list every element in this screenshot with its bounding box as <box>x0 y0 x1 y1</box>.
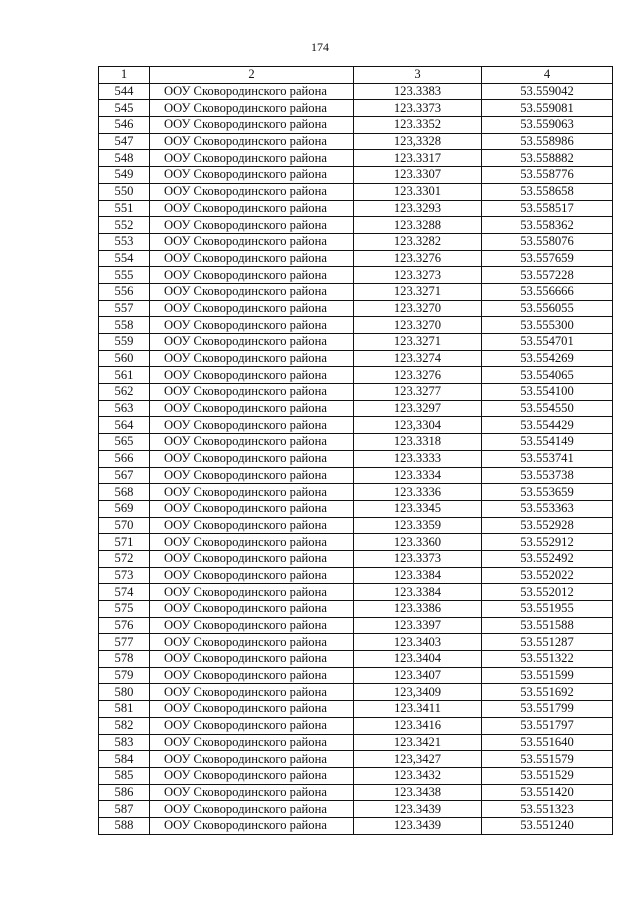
row-number-cell: 548 <box>99 150 150 167</box>
organization-cell: ООУ Сковородинского района <box>150 133 354 150</box>
latitude-cell: 53.559063 <box>482 117 613 134</box>
table-row <box>99 667 613 684</box>
organization-cell: ООУ Сковородинского района <box>150 200 354 217</box>
latitude-cell: 53.551797 <box>482 717 613 734</box>
organization-cell: ООУ Сковородинского района <box>150 467 354 484</box>
organization-cell: ООУ Сковородинского района <box>150 317 354 334</box>
longitude-cell: 123.3276 <box>354 250 482 267</box>
table-row <box>99 167 613 184</box>
longitude-cell: 123,3427 <box>354 751 482 768</box>
organization-cell: ООУ Сковородинского района <box>150 500 354 517</box>
latitude-cell: 53.554065 <box>482 367 613 384</box>
longitude-cell: 123.3345 <box>354 500 482 517</box>
row-number-cell: 565 <box>99 434 150 451</box>
row-number-cell: 574 <box>99 584 150 601</box>
row-number-cell: 582 <box>99 717 150 734</box>
latitude-cell: 53.554429 <box>482 417 613 434</box>
row-number-cell: 546 <box>99 117 150 134</box>
latitude-cell: 53.557228 <box>482 267 613 284</box>
row-number-cell: 549 <box>99 167 150 184</box>
organization-cell: ООУ Сковородинского района <box>150 550 354 567</box>
row-number-cell: 566 <box>99 450 150 467</box>
latitude-cell: 53.552928 <box>482 517 613 534</box>
longitude-cell: 123.3317 <box>354 150 482 167</box>
row-number-cell: 555 <box>99 267 150 284</box>
table-row <box>99 734 613 751</box>
organization-cell: ООУ Сковородинского района <box>150 784 354 801</box>
latitude-cell: 53.552012 <box>482 584 613 601</box>
longitude-cell: 123.3383 <box>354 83 482 100</box>
latitude-cell: 53.554149 <box>482 434 613 451</box>
row-number-cell: 557 <box>99 300 150 317</box>
latitude-cell: 53.558776 <box>482 167 613 184</box>
column-header-3: 3 <box>354 67 482 84</box>
latitude-cell: 53.558986 <box>482 133 613 150</box>
row-number-cell: 564 <box>99 417 150 434</box>
organization-cell: ООУ Сковородинского района <box>150 300 354 317</box>
organization-cell: ООУ Сковородинского района <box>150 167 354 184</box>
table-row <box>99 283 613 300</box>
organization-cell: ООУ Сковородинского района <box>150 484 354 501</box>
latitude-cell: 53.554701 <box>482 334 613 351</box>
table-row <box>99 784 613 801</box>
row-number-cell: 551 <box>99 200 150 217</box>
organization-cell: ООУ Сковородинского района <box>150 701 354 718</box>
longitude-cell: 123.3432 <box>354 767 482 784</box>
table-row <box>99 684 613 701</box>
row-number-cell: 578 <box>99 651 150 668</box>
longitude-cell: 123.3407 <box>354 667 482 684</box>
organization-cell: ООУ Сковородинского района <box>150 150 354 167</box>
row-number-cell: 569 <box>99 500 150 517</box>
latitude-cell: 53.551287 <box>482 634 613 651</box>
organization-cell: ООУ Сковородинского района <box>150 434 354 451</box>
longitude-cell: 123,3409 <box>354 684 482 701</box>
organization-cell: ООУ Сковородинского района <box>150 350 354 367</box>
table-row <box>99 534 613 551</box>
organization-cell: ООУ Сковородинского района <box>150 250 354 267</box>
longitude-cell: 123.3438 <box>354 784 482 801</box>
column-header-2: 2 <box>150 67 354 84</box>
row-number-cell: 581 <box>99 701 150 718</box>
table-row <box>99 584 613 601</box>
latitude-cell: 53.555300 <box>482 317 613 334</box>
row-number-cell: 561 <box>99 367 150 384</box>
table-row <box>99 250 613 267</box>
longitude-cell: 123.3404 <box>354 651 482 668</box>
latitude-cell: 53.553738 <box>482 467 613 484</box>
column-header-4: 4 <box>482 67 613 84</box>
longitude-cell: 123.3373 <box>354 550 482 567</box>
organization-cell: ООУ Сковородинского района <box>150 801 354 818</box>
latitude-cell: 53.554269 <box>482 350 613 367</box>
longitude-cell: 123.3336 <box>354 484 482 501</box>
table-header-row <box>99 67 613 84</box>
latitude-cell: 53.551323 <box>482 801 613 818</box>
longitude-cell: 123.3270 <box>354 317 482 334</box>
row-number-cell: 567 <box>99 467 150 484</box>
table-row <box>99 200 613 217</box>
row-number-cell: 588 <box>99 817 150 834</box>
table-row <box>99 384 613 401</box>
latitude-cell: 53.553363 <box>482 500 613 517</box>
latitude-cell: 53.553659 <box>482 484 613 501</box>
table-row <box>99 567 613 584</box>
organization-cell: ООУ Сковородинского района <box>150 100 354 117</box>
page-number: 174 <box>311 40 329 54</box>
longitude-cell: 123.3421 <box>354 734 482 751</box>
longitude-cell: 123.3273 <box>354 267 482 284</box>
latitude-cell: 53.551420 <box>482 784 613 801</box>
table-row <box>99 817 613 834</box>
longitude-cell: 123.3333 <box>354 450 482 467</box>
table-row <box>99 100 613 117</box>
longitude-cell: 123,3304 <box>354 417 482 434</box>
row-number-cell: 553 <box>99 233 150 250</box>
longitude-cell: 123.3297 <box>354 400 482 417</box>
latitude-cell: 53.551692 <box>482 684 613 701</box>
longitude-cell: 123.3318 <box>354 434 482 451</box>
table-row <box>99 150 613 167</box>
table-row <box>99 517 613 534</box>
organization-cell: ООУ Сковородинского района <box>150 684 354 701</box>
latitude-cell: 53.558658 <box>482 183 613 200</box>
row-number-cell: 575 <box>99 601 150 618</box>
latitude-cell: 53.551599 <box>482 667 613 684</box>
organization-cell: ООУ Сковородинского района <box>150 617 354 634</box>
organization-cell: ООУ Сковородинского района <box>150 667 354 684</box>
organization-cell: ООУ Сковородинского района <box>150 601 354 618</box>
latitude-cell: 53.556055 <box>482 300 613 317</box>
latitude-cell: 53.552912 <box>482 534 613 551</box>
longitude-cell: 123.3352 <box>354 117 482 134</box>
organization-cell: ООУ Сковородинского района <box>150 233 354 250</box>
longitude-cell: 123.3439 <box>354 801 482 818</box>
row-number-cell: 586 <box>99 784 150 801</box>
organization-cell: ООУ Сковородинского района <box>150 584 354 601</box>
table-row <box>99 233 613 250</box>
organization-cell: ООУ Сковородинского района <box>150 817 354 834</box>
coordinates-table <box>98 66 613 835</box>
row-number-cell: 556 <box>99 283 150 300</box>
row-number-cell: 579 <box>99 667 150 684</box>
row-number-cell: 571 <box>99 534 150 551</box>
latitude-cell: 53.551322 <box>482 651 613 668</box>
latitude-cell: 53.554100 <box>482 384 613 401</box>
longitude-cell: 123.3397 <box>354 617 482 634</box>
row-number-cell: 570 <box>99 517 150 534</box>
longitude-cell: 123.3384 <box>354 584 482 601</box>
table-row <box>99 300 613 317</box>
table-row <box>99 767 613 784</box>
longitude-cell: 123.3301 <box>354 183 482 200</box>
organization-cell: ООУ Сковородинского района <box>150 517 354 534</box>
row-number-cell: 587 <box>99 801 150 818</box>
row-number-cell: 580 <box>99 684 150 701</box>
latitude-cell: 53.551799 <box>482 701 613 718</box>
table-row <box>99 367 613 384</box>
latitude-cell: 53.558882 <box>482 150 613 167</box>
table-row <box>99 133 613 150</box>
longitude-cell: 123.3307 <box>354 167 482 184</box>
longitude-cell: 123.3271 <box>354 334 482 351</box>
table-row <box>99 701 613 718</box>
latitude-cell: 53.551240 <box>482 817 613 834</box>
organization-cell: ООУ Сковородинского района <box>150 651 354 668</box>
table-row <box>99 751 613 768</box>
longitude-cell: 123.3411 <box>354 701 482 718</box>
table-row <box>99 467 613 484</box>
latitude-cell: 53.552022 <box>482 567 613 584</box>
column-header-1: 1 <box>99 67 150 84</box>
longitude-cell: 123.3334 <box>354 467 482 484</box>
longitude-cell: 123.3288 <box>354 217 482 234</box>
organization-cell: ООУ Сковородинского района <box>150 400 354 417</box>
row-number-cell: 558 <box>99 317 150 334</box>
row-number-cell: 544 <box>99 83 150 100</box>
row-number-cell: 577 <box>99 634 150 651</box>
row-number-cell: 559 <box>99 334 150 351</box>
organization-cell: ООУ Сковородинского района <box>150 183 354 200</box>
row-number-cell: 563 <box>99 400 150 417</box>
row-number-cell: 545 <box>99 100 150 117</box>
table-row <box>99 601 613 618</box>
organization-cell: ООУ Сковородинского района <box>150 634 354 651</box>
longitude-cell: 123.3416 <box>354 717 482 734</box>
organization-cell: ООУ Сковородинского района <box>150 450 354 467</box>
longitude-cell: 123.3386 <box>354 601 482 618</box>
latitude-cell: 53.558076 <box>482 233 613 250</box>
organization-cell: ООУ Сковородинского района <box>150 734 354 751</box>
organization-cell: ООУ Сковородинского района <box>150 283 354 300</box>
latitude-cell: 53.557659 <box>482 250 613 267</box>
latitude-cell: 53.556666 <box>482 283 613 300</box>
table-row <box>99 400 613 417</box>
row-number-cell: 583 <box>99 734 150 751</box>
longitude-cell: 123.3271 <box>354 283 482 300</box>
row-number-cell: 547 <box>99 133 150 150</box>
latitude-cell: 53.554550 <box>482 400 613 417</box>
longitude-cell: 123.3373 <box>354 100 482 117</box>
latitude-cell: 53.553741 <box>482 450 613 467</box>
row-number-cell: 562 <box>99 384 150 401</box>
table-row <box>99 617 613 634</box>
longitude-cell: 123,3328 <box>354 133 482 150</box>
longitude-cell: 123.3403 <box>354 634 482 651</box>
organization-cell: ООУ Сковородинского района <box>150 567 354 584</box>
longitude-cell: 123.3439 <box>354 817 482 834</box>
latitude-cell: 53.558517 <box>482 200 613 217</box>
table-row <box>99 417 613 434</box>
table-row <box>99 484 613 501</box>
organization-cell: ООУ Сковородинского района <box>150 717 354 734</box>
table-row <box>99 450 613 467</box>
longitude-cell: 123.3274 <box>354 350 482 367</box>
table-row <box>99 801 613 818</box>
table-row <box>99 217 613 234</box>
row-number-cell: 560 <box>99 350 150 367</box>
table-row <box>99 500 613 517</box>
organization-cell: ООУ Сковородинского района <box>150 367 354 384</box>
latitude-cell: 53.551588 <box>482 617 613 634</box>
organization-cell: ООУ Сковородинского района <box>150 534 354 551</box>
row-number-cell: 568 <box>99 484 150 501</box>
latitude-cell: 53.551529 <box>482 767 613 784</box>
table-row <box>99 717 613 734</box>
table-row <box>99 634 613 651</box>
longitude-cell: 123.3293 <box>354 200 482 217</box>
row-number-cell: 572 <box>99 550 150 567</box>
row-number-cell: 552 <box>99 217 150 234</box>
table-row <box>99 267 613 284</box>
organization-cell: ООУ Сковородинского района <box>150 267 354 284</box>
table-row <box>99 83 613 100</box>
organization-cell: ООУ Сковородинского района <box>150 767 354 784</box>
latitude-cell: 53.558362 <box>482 217 613 234</box>
organization-cell: ООУ Сковородинского района <box>150 751 354 768</box>
row-number-cell: 550 <box>99 183 150 200</box>
organization-cell: ООУ Сковородинского района <box>150 217 354 234</box>
latitude-cell: 53.559042 <box>482 83 613 100</box>
organization-cell: ООУ Сковородинского района <box>150 417 354 434</box>
table-row <box>99 183 613 200</box>
row-number-cell: 573 <box>99 567 150 584</box>
row-number-cell: 576 <box>99 617 150 634</box>
table-row <box>99 651 613 668</box>
longitude-cell: 123.3282 <box>354 233 482 250</box>
longitude-cell: 123.3359 <box>354 517 482 534</box>
longitude-cell: 123.3360 <box>354 534 482 551</box>
latitude-cell: 53.552492 <box>482 550 613 567</box>
table-row <box>99 550 613 567</box>
organization-cell: ООУ Сковородинского района <box>150 384 354 401</box>
row-number-cell: 554 <box>99 250 150 267</box>
table-row <box>99 117 613 134</box>
longitude-cell: 123.3384 <box>354 567 482 584</box>
longitude-cell: 123.3276 <box>354 367 482 384</box>
table-body <box>99 83 613 834</box>
table-row <box>99 434 613 451</box>
table-row <box>99 334 613 351</box>
table-row <box>99 350 613 367</box>
organization-cell: ООУ Сковородинского района <box>150 117 354 134</box>
latitude-cell: 53.551579 <box>482 751 613 768</box>
row-number-cell: 585 <box>99 767 150 784</box>
latitude-cell: 53.551955 <box>482 601 613 618</box>
longitude-cell: 123.3277 <box>354 384 482 401</box>
latitude-cell: 53.551640 <box>482 734 613 751</box>
table-row <box>99 317 613 334</box>
organization-cell: ООУ Сковородинского района <box>150 83 354 100</box>
latitude-cell: 53.559081 <box>482 100 613 117</box>
longitude-cell: 123.3270 <box>354 300 482 317</box>
row-number-cell: 584 <box>99 751 150 768</box>
organization-cell: ООУ Сковородинского района <box>150 334 354 351</box>
